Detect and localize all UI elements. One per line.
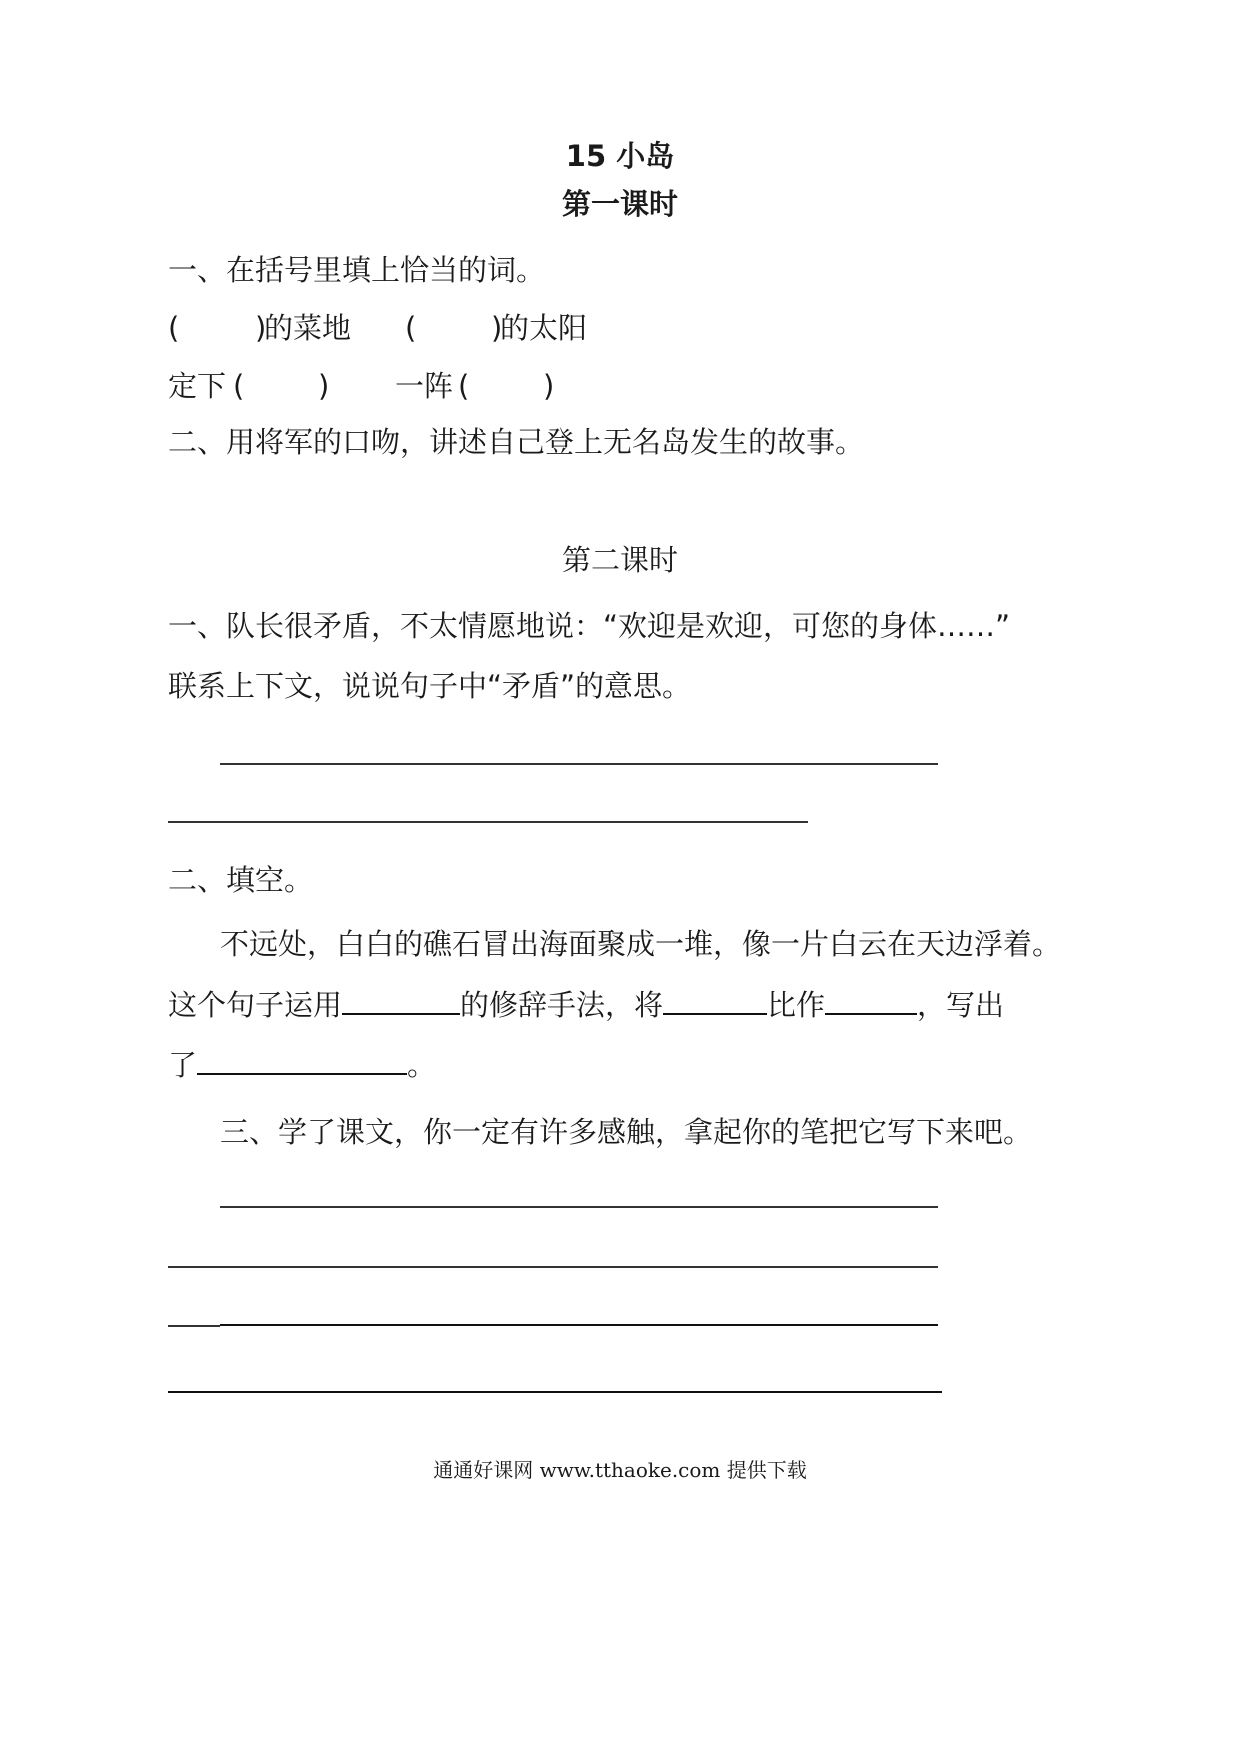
p2-question-1-line-1: 一、队长很矛盾，不太情愿地说：“欢迎是欢迎，可您的身体……” bbox=[168, 609, 1011, 643]
fill-text: 的修辞手法，将 bbox=[460, 988, 664, 1022]
fill-item-vegetable-field-close: ) bbox=[255, 311, 267, 345]
answer-line[interactable] bbox=[168, 1391, 942, 1393]
p2-question-3-prompt: 三、学了课文，你一定有许多感触，拿起你的笔把它写下来吧。 bbox=[220, 1115, 1033, 1149]
fill-text: ，写出 bbox=[917, 988, 1005, 1022]
fill-text: 这个句子运用 bbox=[168, 988, 343, 1022]
fill-item-decide-open: ( bbox=[233, 369, 245, 403]
fill-item-decide-text: 定下 bbox=[168, 369, 227, 403]
fill-item-burst-open: ( bbox=[458, 369, 470, 403]
answer-line[interactable] bbox=[168, 821, 808, 823]
question-2-prompt: 二、用将军的口吻，讲述自己登上无名岛发生的故事。 bbox=[168, 425, 865, 459]
fill-text: 比作 bbox=[767, 988, 826, 1022]
answer-line bbox=[168, 1325, 220, 1327]
fill-blank-subject[interactable] bbox=[663, 985, 767, 1015]
question-1-prompt: 一、在括号里填上恰当的词。 bbox=[168, 253, 546, 287]
p2-question-2-prompt: 二、填空。 bbox=[168, 863, 314, 897]
fill-item-sun-close: ) bbox=[491, 311, 503, 345]
fill-blank-compared-to[interactable] bbox=[825, 985, 917, 1015]
fill-item-decide-close: ) bbox=[318, 369, 330, 403]
period-one-heading: 第一课时 bbox=[561, 187, 678, 221]
fill-item-vegetable-field-text: 的菜地 bbox=[264, 311, 352, 345]
page-title: 15 小岛 bbox=[565, 139, 675, 173]
fill-item-vegetable-field-open: ( bbox=[168, 311, 180, 345]
fill-blank-effect[interactable] bbox=[197, 1045, 407, 1075]
answer-line[interactable] bbox=[220, 1324, 938, 1326]
fill-item-sun-text: 的太阳 bbox=[500, 311, 588, 345]
fill-sentence-line-2 bbox=[168, 1045, 436, 1083]
period-two-heading: 第二课时 bbox=[561, 543, 678, 577]
fill-item-sun-open: ( bbox=[405, 311, 417, 345]
fill-text: 了 bbox=[168, 1048, 198, 1082]
fill-item-burst-text: 一阵 bbox=[395, 369, 454, 403]
answer-line[interactable] bbox=[220, 763, 938, 765]
p2-question-1-line-2: 联系上下文，说说句子中“矛盾”的意思。 bbox=[168, 669, 692, 703]
fill-item-burst-close: ) bbox=[543, 369, 555, 403]
fill-blank-rhetoric[interactable] bbox=[342, 985, 460, 1015]
answer-line[interactable] bbox=[220, 1206, 938, 1208]
p2-question-2-sentence: 不远处，白白的礁石冒出海面聚成一堆，像一片白云在天边浮着。 bbox=[220, 927, 1062, 961]
fill-text: 。 bbox=[407, 1048, 437, 1082]
footer-credit: 通通好课网 www.tthaoke.com 提供下载 bbox=[433, 1458, 807, 1482]
fill-sentence-line-1 bbox=[168, 985, 1004, 1023]
answer-line[interactable] bbox=[168, 1266, 938, 1268]
